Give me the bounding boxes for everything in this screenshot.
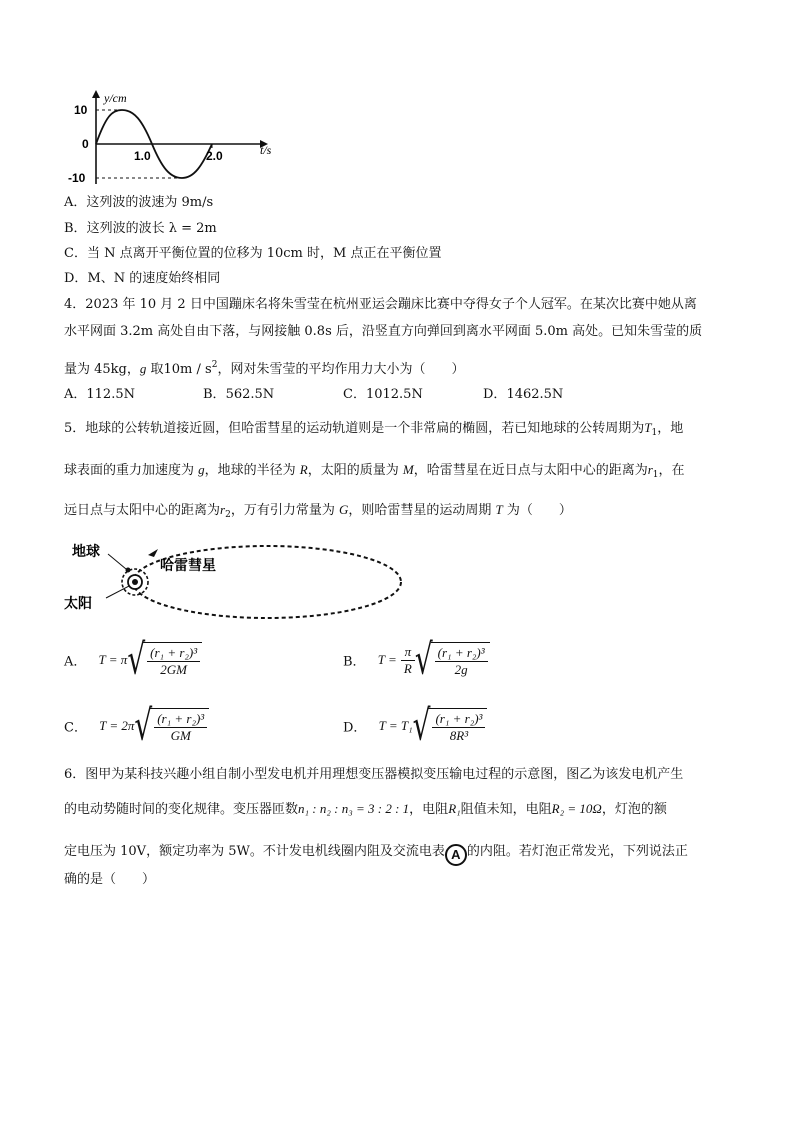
- q5-option-b: B． T = $\frac{\pi}{R}$ √ $\frac{\text{(r₁ + r₂)³}}{2g}$: [343, 642, 490, 678]
- earth-label: 地球: [72, 544, 100, 560]
- y-tick-neg10: -10: [68, 171, 86, 185]
- sun-label: 太阳: [64, 596, 92, 612]
- q5-line-2: 球表面的重力加速度为 g，地球的半径为 R，太阳的质量为 M，哈雷彗星在近日点与太阳中心的距离为$r_1$，在: [64, 462, 685, 480]
- earth-icon: [126, 568, 131, 573]
- q5-option-a: A． T = π√ $\frac{\text{(r₁ + r₂)³}}{2GM}$: [64, 642, 202, 678]
- wave-graph: [66, 86, 292, 186]
- y-tick-10: 10: [74, 103, 88, 117]
- q5-option-d: D． T = T₁√ $\frac{\text{(r₁ + r₂)³}}{\text{8R³}}$: [343, 708, 487, 744]
- q4-option-d: D．1462.5N: [483, 387, 564, 402]
- q3-option-c: C．当 N 点离开平衡位置的位移为 10cm 时，M 点正在平衡位置: [64, 246, 442, 261]
- q4-line-1: 4．2023 年 10 月 2 日中国蹦床名将朱雪莹在杭州亚运会蹦床比赛中夺得女子个人冠军。在某次比赛中她从离: [64, 297, 697, 312]
- q5-line-3: 远日点与太阳中心的距离为$r_2$，万有引力常量为 G，则哈雷彗星的运动周期 T 为（ ）: [64, 502, 572, 520]
- orbit-figure: [62, 536, 412, 628]
- q4-option-a: A．112.5N: [64, 387, 135, 402]
- q3-option-d: D．M、N 的速度始终相同: [64, 271, 221, 286]
- q6-line-4: 确的是（ ）: [64, 872, 156, 887]
- q5-option-c: C． T = 2π√ $\frac{\text{(r₁ + r₂)³}}{GM}$: [64, 708, 209, 744]
- y-tick-0: 0: [82, 137, 89, 151]
- comet-icon: [148, 549, 158, 557]
- q5-line-1: 5．地球的公转轨道接近圆，但哈雷彗星的运动轨道则是一个非常扁的椭圆，若已知地球的公转周期为$T_1$，地: [64, 420, 684, 438]
- q6-line-1: 6．图甲为某科技兴趣小组自制小型发电机并用理想变压器模拟变压输电过程的示意图，图乙为该发电机产生: [64, 767, 684, 782]
- q4-option-c: C．1012.5N: [343, 387, 423, 402]
- comet-label: 哈雷彗星: [160, 558, 216, 574]
- q6-line-2: 的电动势随时间的变化规律。变压器匝数n₁ : n₂ : n₃ = 3 : 2 : 1，电阻R₁阻值未知，电阻R₂ = 10Ω，灯泡的额: [64, 801, 667, 817]
- q3-option-b: B．这列波的波长 λ = 2m: [64, 221, 217, 236]
- x-tick-2: 2.0: [206, 149, 223, 163]
- sun-core: [132, 579, 138, 585]
- x-axis-label: t/s: [260, 143, 272, 157]
- q4-option-b: B．562.5N: [203, 387, 275, 402]
- x-tick-1: 1.0: [134, 149, 151, 163]
- q4-line-2: 水平网面 3.2m 高处自由下落，与网接触 0.8s 后，沿竖直方向弹回到离水平网面 5.0m 高处。已知朱雪莹的质: [64, 324, 703, 339]
- y-axis-label: y/cm: [104, 91, 127, 105]
- q6-line-3: 定电压为 10V，额定功率为 5W。不计发电机线圈内阻及交流电表 A 的内阻。若灯泡正常发光，下列说法正: [64, 843, 688, 866]
- ammeter-icon: A: [445, 844, 467, 866]
- q4-line-3: 量为 45kg，g 取$10m / s^2$，网对朱雪莹的平均作用力大小为（ ）: [64, 360, 465, 377]
- q3-option-a: A．这列波的波速为 9m/s: [64, 195, 214, 210]
